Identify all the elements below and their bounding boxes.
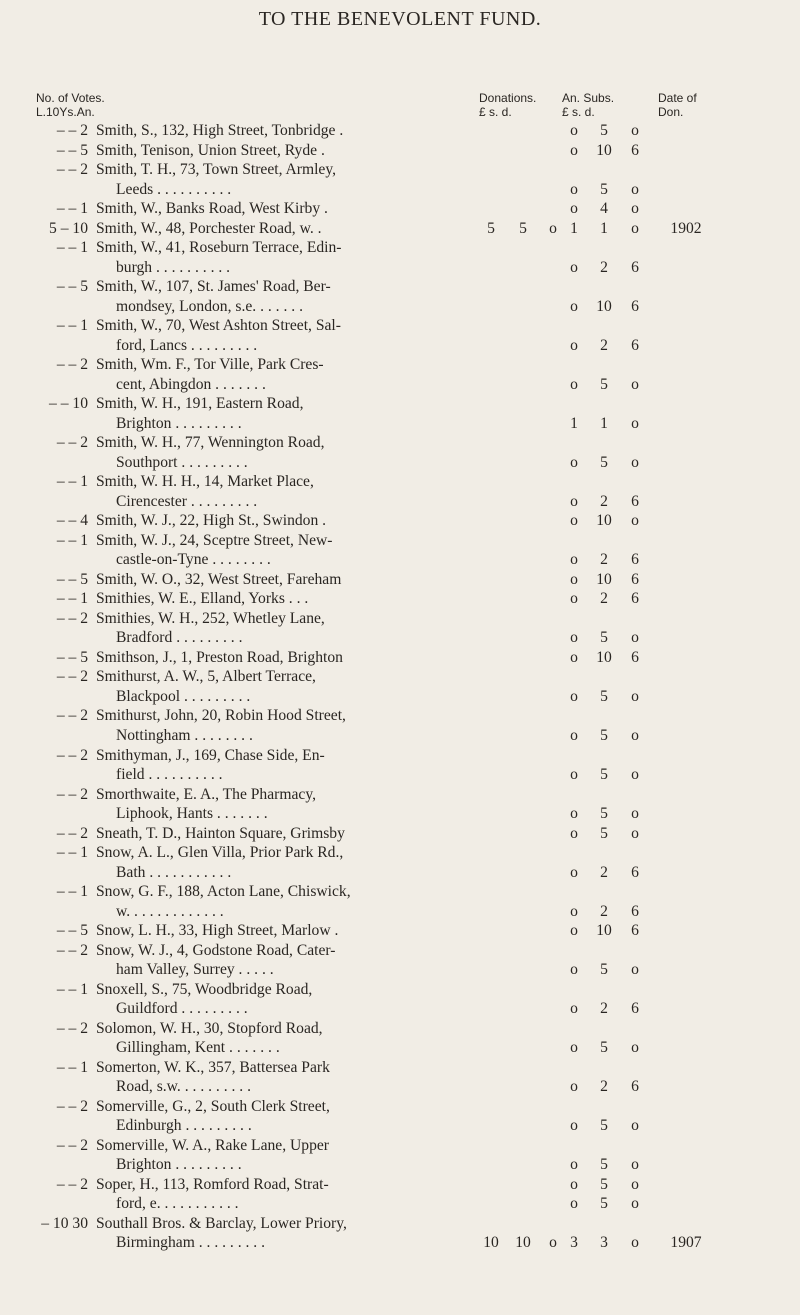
entry-line (0, 667, 800, 687)
entry-line (0, 511, 800, 531)
subscription-pounds: o (570, 648, 578, 666)
votes-cell: – – 10 (49, 395, 88, 413)
subscription-pounds: o (570, 1117, 578, 1135)
subscription-pence: o (631, 512, 639, 530)
entry-line (0, 355, 800, 375)
entry-text: Smith, W., Banks Road, West Kirby . (96, 200, 328, 218)
votes-cell: – – 2 (56, 609, 88, 627)
subscription-shillings: 10 (596, 297, 612, 315)
entry-text: Somerville, W. A., Rake Lane, Upper (96, 1136, 329, 1154)
votes-cell: – – 1 (56, 473, 88, 491)
entry-continuation: ham Valley, Surrey . . . . . (116, 961, 274, 979)
entry-text: Smithies, W. E., Elland, Yorks . . . (96, 590, 309, 608)
subscription-shillings: 2 (600, 336, 608, 354)
subscription-pence: o (631, 122, 639, 139)
votes-cell: – – 2 (56, 1097, 88, 1115)
subscription-shillings: 5 (600, 1117, 608, 1135)
entry-line (0, 648, 800, 668)
subscription-shillings: 5 (600, 629, 608, 647)
subscription-shillings: 1 (600, 414, 608, 432)
votes-cell: – – 1 (56, 317, 88, 335)
entry-continuation: Southport . . . . . . . . . (116, 453, 248, 471)
votes-cell: – – 1 (56, 590, 88, 608)
entry-text: Smith, T. H., 73, Town Street, Armley, (96, 161, 337, 179)
entry-text: Smithurst, A. W., 5, Albert Terrace, (96, 668, 316, 686)
entry-line (0, 1175, 800, 1195)
entry-line (0, 550, 800, 570)
entry-text: Somerton, W. K., 357, Battersea Park (96, 1058, 330, 1076)
votes-cell: – – 2 (56, 356, 88, 374)
entry-continuation: Bath . . . . . . . . . . . (116, 863, 232, 881)
entry-text: Soper, H., 113, Romford Road, Strat- (96, 1175, 329, 1193)
votes-cell: – – 5 (56, 141, 88, 159)
donation-shillings: 5 (519, 219, 527, 237)
subscription-shillings: 3 (600, 1234, 608, 1252)
entry-line (0, 570, 800, 590)
entry-text: Smith, W. H., 77, Wennington Road, (96, 434, 325, 452)
entry-line (0, 843, 800, 863)
subscriber-list (0, 121, 800, 1253)
entry-line (0, 1038, 800, 1058)
donations-header-line2: £ s. d. (479, 105, 512, 119)
page-title: TO THE BENEVOLENT FUND. (258, 8, 542, 30)
donations-header-line1: Donations. (479, 91, 537, 105)
subscription-shillings: 5 (600, 1156, 608, 1174)
subscription-shillings: 2 (600, 551, 608, 569)
entry-continuation: ford, e. . . . . . . . . . . (116, 1195, 239, 1213)
subscription-pence: 6 (631, 1000, 639, 1018)
votes-cell: – – 2 (56, 785, 88, 803)
entry-text: Smith, W. H. H., 14, Market Place, (96, 473, 314, 491)
subscription-shillings: 5 (600, 805, 608, 823)
entry-continuation: ford, Lancs . . . . . . . . . (116, 336, 258, 354)
entry-text: Smith, W. H., 191, Eastern Road, (96, 395, 304, 413)
entry-text: Smith, W., 41, Roseburn Terrace, Edin- (96, 239, 342, 257)
entry-continuation: Nottingham . . . . . . . . (116, 726, 253, 744)
entry-line (0, 1058, 800, 1078)
subscription-pence: o (631, 200, 639, 218)
votes-cell: – – 1 (56, 883, 88, 901)
entry-text: Smith, W., 48, Porchester Road, w. . (96, 219, 322, 237)
votes-cell: – – 2 (56, 1175, 88, 1193)
entry-line (0, 1194, 800, 1214)
entry-line (0, 297, 800, 317)
votes-cell: 5 – 10 (49, 219, 88, 237)
entry-continuation: Edinburgh . . . . . . . . . (116, 1117, 252, 1135)
subscription-pence: o (631, 1175, 639, 1193)
entry-line (0, 785, 800, 805)
entry-line (0, 219, 800, 239)
entry-text: Smith, W., 107, St. James' Road, Ber- (96, 278, 331, 296)
subscription-pounds: o (570, 122, 578, 139)
votes-cell: – – 1 (56, 239, 88, 257)
entry-line (0, 706, 800, 726)
subscription-shillings: 2 (600, 902, 608, 920)
entry-text: Smithyman, J., 169, Chase Side, En- (96, 746, 325, 764)
entry-line (0, 238, 800, 258)
entry-continuation: Brighton . . . . . . . . . (116, 1156, 242, 1174)
subscription-pounds: o (570, 297, 578, 315)
entry-line (0, 453, 800, 473)
entry-continuation: field . . . . . . . . . . (116, 766, 223, 784)
entry-continuation: Bradford . . . . . . . . . (116, 629, 243, 647)
subscription-shillings: 5 (600, 1195, 608, 1213)
entry-line (0, 1214, 800, 1234)
subscription-shillings: 5 (600, 375, 608, 393)
subs-header-line1: An. Subs. (562, 91, 615, 105)
subscription-shillings: 5 (600, 726, 608, 744)
subscription-pounds: o (570, 1156, 578, 1174)
votes-cell: – – 2 (56, 824, 88, 842)
votes-cell: – – 2 (56, 161, 88, 179)
entry-line (0, 1155, 800, 1175)
subscription-shillings: 2 (600, 590, 608, 608)
subscription-pence: o (631, 1039, 639, 1057)
votes-cell: – – 2 (56, 941, 88, 959)
entry-line (0, 1136, 800, 1156)
subscription-shillings: 10 (596, 922, 612, 940)
entry-text: Snow, L. H., 33, High Street, Marlow . (96, 922, 339, 940)
subscription-shillings: 2 (600, 863, 608, 881)
subscription-pounds: o (570, 258, 578, 276)
subscription-pounds: o (570, 805, 578, 823)
entry-text: Smith, W. J., 24, Sceptre Street, New- (96, 531, 333, 549)
entry-line (0, 414, 800, 434)
entry-text: Southall Bros. & Barclay, Lower Priory, (96, 1214, 347, 1232)
votes-header-line1: No. of Votes. (36, 91, 105, 105)
subscription-pounds: o (570, 1195, 578, 1213)
votes-cell: – – 1 (56, 531, 88, 549)
subscription-pence: o (631, 766, 639, 784)
entry-line (0, 980, 800, 1000)
subscription-pence: 6 (631, 648, 639, 666)
entry-continuation: mondsey, London, s.e. . . . . . . (116, 297, 303, 315)
subscription-shillings: 4 (600, 200, 608, 218)
subscription-pence: 6 (631, 336, 639, 354)
subscription-shillings: 5 (600, 824, 608, 842)
votes-cell: – – 2 (56, 122, 88, 139)
subscription-pounds: o (570, 492, 578, 510)
entry-line (0, 804, 800, 824)
entry-text: Smith, W. O., 32, West Street, Fareham (96, 570, 342, 588)
entry-continuation: w. . . . . . . . . . . . . (116, 902, 224, 920)
entry-line (0, 960, 800, 980)
subscription-pence: o (631, 961, 639, 979)
subscription-pence: 6 (631, 258, 639, 276)
subscription-pounds: o (570, 961, 578, 979)
entry-text: Smorthwaite, E. A., The Pharmacy, (96, 785, 317, 803)
votes-header-line2: L.10Ys.An. (36, 105, 95, 119)
subscription-shillings: 2 (600, 1078, 608, 1096)
entry-line (0, 433, 800, 453)
entry-line (0, 687, 800, 707)
subscription-pounds: 3 (570, 1234, 578, 1252)
subscription-pence: o (631, 1156, 639, 1174)
subscription-pence: 6 (631, 141, 639, 159)
subscription-shillings: 10 (596, 570, 612, 588)
votes-cell: – – 1 (56, 844, 88, 862)
subscription-pounds: o (570, 766, 578, 784)
subscription-pence: o (631, 180, 639, 198)
subscription-pounds: o (570, 551, 578, 569)
subscription-pounds: o (570, 902, 578, 920)
entry-text: Smithson, J., 1, Preston Road, Brighton (96, 648, 343, 666)
entry-text: Smith, S., 132, High Street, Tonbridge . (96, 122, 344, 139)
subscription-pence: o (631, 375, 639, 393)
date-header-line2: Don. (658, 105, 684, 119)
entry-line (0, 824, 800, 844)
votes-column-header (36, 91, 105, 119)
votes-cell: – – 2 (56, 668, 88, 686)
entry-line (0, 589, 800, 609)
subscription-pounds: o (570, 141, 578, 159)
subscription-pounds: o (570, 863, 578, 881)
subscription-shillings: 5 (600, 961, 608, 979)
entry-line (0, 921, 800, 941)
subscription-pounds: o (570, 375, 578, 393)
entry-line (0, 531, 800, 551)
entry-line (0, 863, 800, 883)
subscription-pounds: o (570, 687, 578, 705)
entry-line (0, 1097, 800, 1117)
subscription-pounds: o (570, 629, 578, 647)
subscription-pounds: o (570, 453, 578, 471)
votes-cell: – – 5 (56, 922, 88, 940)
subscription-pence: o (631, 824, 639, 842)
entry-line (0, 492, 800, 512)
subscription-pounds: 1 (570, 414, 578, 432)
entry-line (0, 1233, 800, 1253)
subscription-shillings: 2 (600, 1000, 608, 1018)
subscription-shillings: 2 (600, 492, 608, 510)
subscription-shillings: 2 (600, 258, 608, 276)
entry-line (0, 316, 800, 336)
entry-continuation: Guildford . . . . . . . . . (116, 1000, 248, 1018)
subscription-pounds: o (570, 1000, 578, 1018)
entry-line (0, 765, 800, 785)
votes-cell: – – 1 (56, 980, 88, 998)
subscription-shillings: 5 (600, 180, 608, 198)
votes-cell: – – 2 (56, 1136, 88, 1154)
subscription-pence: 6 (631, 922, 639, 940)
entry-line (0, 277, 800, 297)
donation-pence: o (549, 219, 557, 237)
entry-continuation: Gillingham, Kent . . . . . . . (116, 1039, 280, 1057)
subscription-pence: 6 (631, 590, 639, 608)
entry-text: Smithurst, John, 20, Robin Hood Street, (96, 707, 346, 725)
subscription-pounds: o (570, 570, 578, 588)
subscription-pounds: o (570, 590, 578, 608)
subscription-shillings: 5 (600, 453, 608, 471)
entry-text: Snow, W. J., 4, Godstone Road, Cater- (96, 941, 336, 959)
entry-text: Snow, G. F., 188, Acton Lane, Chiswick, (96, 883, 351, 901)
subscription-pence: 6 (631, 902, 639, 920)
entry-line (0, 472, 800, 492)
subscription-shillings: 5 (600, 1039, 608, 1057)
entry-text: Smith, Wm. F., Tor Ville, Park Cres- (96, 356, 324, 374)
entry-line (0, 609, 800, 629)
subscription-pence: o (631, 1117, 639, 1135)
entry-text: Smith, W. J., 22, High St., Swindon . (96, 512, 327, 530)
entry-line (0, 941, 800, 961)
entry-line (0, 726, 800, 746)
entry-line (0, 258, 800, 278)
subscription-shillings: 1 (600, 219, 608, 237)
donation-shillings: 10 (515, 1234, 531, 1252)
subscription-pence: o (631, 629, 639, 647)
subs-header-line2: £ s. d. (562, 105, 595, 119)
votes-cell: – – 5 (56, 648, 88, 666)
entry-text: Snow, A. L., Glen Villa, Prior Park Rd., (96, 844, 344, 862)
subscription-pence: o (631, 453, 639, 471)
donation-pence: o (549, 1234, 557, 1252)
subscription-shillings: 5 (600, 766, 608, 784)
votes-cell: – – 2 (56, 707, 88, 725)
date-column-header (658, 91, 697, 119)
entry-text: Sneath, T. D., Hainton Square, Grimsby (96, 824, 345, 842)
date-header-line1: Date of (658, 91, 697, 105)
entry-continuation: Leeds . . . . . . . . . . (116, 180, 232, 198)
entry-text: Smithies, W. H., 252, Whetley Lane, (96, 609, 325, 627)
subscription-pence: 6 (631, 492, 639, 510)
entry-line (0, 336, 800, 356)
subscription-pence: 6 (631, 570, 639, 588)
votes-cell: – – 4 (56, 512, 88, 530)
subscription-pounds: o (570, 200, 578, 218)
entry-continuation: Birmingham . . . . . . . . . (116, 1234, 266, 1252)
donations-column-header (479, 91, 536, 119)
entry-continuation: Blackpool . . . . . . . . . (116, 687, 251, 705)
entry-continuation: Cirencester . . . . . . . . . (116, 492, 258, 510)
entry-continuation: cent, Abingdon . . . . . . . (116, 375, 266, 393)
entry-text: Solomon, W. H., 30, Stopford Road, (96, 1019, 323, 1037)
entry-line (0, 1019, 800, 1039)
subscription-shillings: 10 (596, 141, 612, 159)
entry-continuation: burgh . . . . . . . . . . (116, 258, 231, 276)
entry-line (0, 160, 800, 180)
entry-line (0, 199, 800, 219)
votes-cell: – – 2 (56, 434, 88, 452)
entry-line (0, 121, 800, 141)
subscription-pounds: o (570, 726, 578, 744)
subscription-pounds: o (570, 824, 578, 842)
donation-pounds: 10 (483, 1234, 499, 1252)
subscription-pence: 6 (631, 1078, 639, 1096)
votes-cell: – – 5 (56, 278, 88, 296)
votes-cell: – – 1 (56, 1058, 88, 1076)
subscription-pounds: o (570, 336, 578, 354)
entry-line (0, 1077, 800, 1097)
votes-cell: – – 1 (56, 200, 88, 218)
subscription-shillings: 5 (600, 122, 608, 139)
votes-cell: – – 2 (56, 1019, 88, 1037)
subscription-pounds: o (570, 180, 578, 198)
votes-cell: – – 5 (56, 570, 88, 588)
subscription-pence: o (631, 687, 639, 705)
entry-continuation: castle-on-Tyne . . . . . . . . (116, 551, 271, 569)
subscription-pence: o (631, 805, 639, 823)
entry-text: Somerville, G., 2, South Clerk Street, (96, 1097, 330, 1115)
subscription-shillings: 5 (600, 687, 608, 705)
subscription-shillings: 5 (600, 1175, 608, 1193)
subscription-pence: o (631, 414, 639, 432)
subscription-pounds: 1 (570, 219, 578, 237)
entry-continuation: Road, s.w. . . . . . . . . . (116, 1078, 251, 1096)
entry-text: Smith, W., 70, West Ashton Street, Sal- (96, 317, 341, 335)
entry-line (0, 999, 800, 1019)
subscription-pounds: o (570, 1078, 578, 1096)
entry-line (0, 394, 800, 414)
entry-line (0, 902, 800, 922)
entry-text: Snoxell, S., 75, Woodbridge Road, (96, 980, 313, 998)
subscription-pence: 6 (631, 863, 639, 881)
entry-line (0, 628, 800, 648)
subs-column-header (562, 91, 614, 119)
entry-text: Smith, Tenison, Union Street, Ryde . (96, 141, 325, 159)
entry-continuation: Brighton . . . . . . . . . (116, 414, 242, 432)
entry-line (0, 141, 800, 161)
entry-line (0, 882, 800, 902)
donation-pounds: 5 (487, 219, 495, 237)
votes-cell: – – 2 (56, 746, 88, 764)
subscription-pence: o (631, 1195, 639, 1213)
entry-line (0, 1116, 800, 1136)
subscription-shillings: 10 (596, 648, 612, 666)
entry-line (0, 746, 800, 766)
donation-date: 1902 (670, 219, 702, 237)
entry-line (0, 180, 800, 200)
entry-line (0, 375, 800, 395)
subscription-pence: 6 (631, 297, 639, 315)
subscription-pence: 6 (631, 551, 639, 569)
subscription-pounds: o (570, 512, 578, 530)
subscription-pounds: o (570, 1039, 578, 1057)
subscription-pounds: o (570, 922, 578, 940)
subscription-pence: o (631, 726, 639, 744)
votes-cell: – 10 30 (41, 1214, 88, 1232)
subscription-pounds: o (570, 1175, 578, 1193)
subscription-pence: o (631, 219, 639, 237)
entry-continuation: Liphook, Hants . . . . . . . (116, 805, 268, 823)
donation-date: 1907 (670, 1234, 702, 1252)
subscription-pence: o (631, 1234, 639, 1252)
subscription-shillings: 10 (596, 512, 612, 530)
